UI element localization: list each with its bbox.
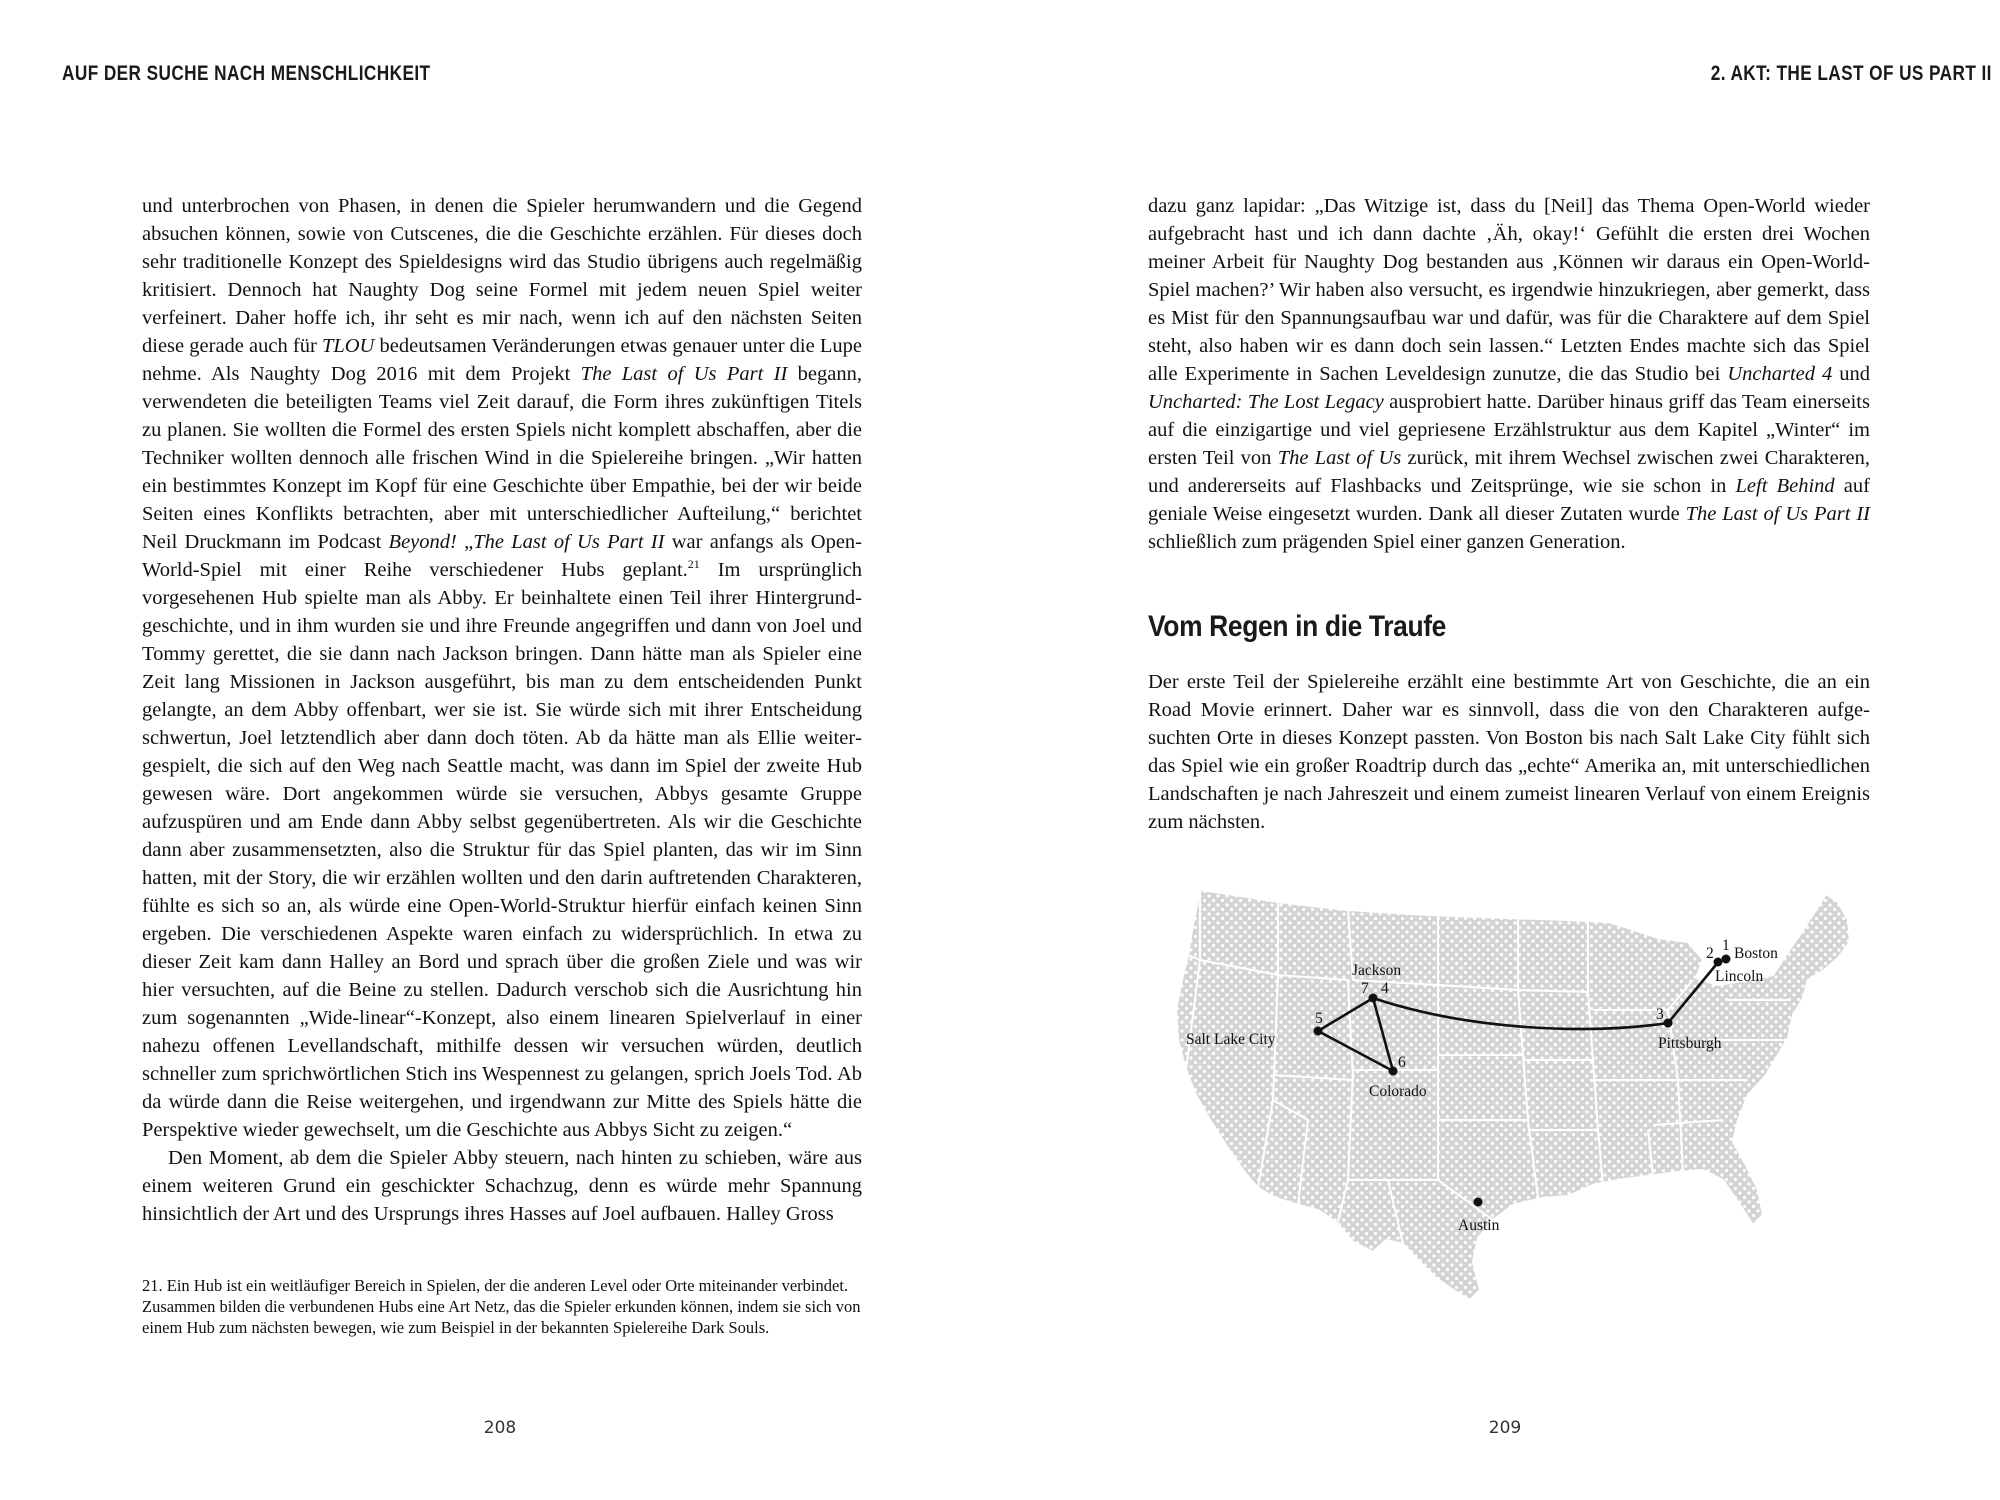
stop-number: 5 (1315, 1010, 1323, 1027)
stop-number: 4 (1381, 980, 1389, 997)
paragraph: und unterbrochen von Phasen, in denen die Spieler herumwandern und die Gegend absuchen können, sowie von Cutscenes, die die Geschichte erzählen. Für dieses doch sehr traditionelle Konzept des Spieldesigns wird das Studio übrigens auch regelmäßig kritisiert. Dennoch hat Naughty Dog seine Formel mit jedem neuen Spiel weiter verfeinert. Daher hoffe ich, ihr seht es mir nach, wenn ich auf den nächsten Seiten diese gerade auch für TLOU bedeutsamen Veränderungen etwas genauer unter die Lupe nehme. Als Naughty Dog 2016 mit dem Projekt The Last of Us Part II begann, verwendeten die beteiligten Teams viel Zeit darauf, die Form ihres zukünftigen Titels zu planen. Sie wollten die Formel des ersten Spiels nicht komplett abschaffen, aber die Techniker wollten dennoch alle frischen Wind in die Spielereihe bringen. „Wir hatten ein bestimmtes Konzept im Kopf für eine Geschichte über Empathie, bei der wir beide Seiten eines Konflikts betrachten, aber mit unterschiedlicher Aufteilung,“ berichtet Neil Druckmann im Podcast Beyond! „The Last of Us Part II war anfangs als Open-World-Spiel mit einer Reihe verschiedener Hubs geplant.$^{21}$ Im ursprünglich vorgesehenen Hub spielte man als Abby. Er beinhaltete einen Teil ihrer Hintergrundgeschichte, und in ihm wurden sie und ihre Freunde angegriffen und dann von Joel und Tommy gerettet, die sie dann nach Jackson bringen. Dann hätte man als Spieler eine Zeit lang Missionen in Jackson ausgeführt, bis man zu dem entscheidenden Punkt gelangte, an dem Abby offenbart, wer sie ist. Sie würde sich mit ihrer Entscheidung schwertun, Joel letztendlich aber dann doch töten. Ab da hätte man als Ellie weitergespielt, die sich auf den Weg nach Seattle macht, was dann im Spiel der zweite Hub gewesen wäre. Dort angekommen würde sie versuchen, Abbys gesamte Gruppe aufzuspüren und am Ende dann Abby selbst gegenübertreten. Als wir die Geschichte dann aber zusammensetzten, also die Struktur für das Spiel planten, das wir im Sinn hatten, mit der Story, die wir erzählen wollten und den darin auftretenden Charakteren, fühlte es sich so an, als würde eine Open-World-Struktur hierfür einfach keinen Sinn ergeben. Die verschiedenen Aspekte waren einfach zu widersprüchlich. In etwa zu dieser Zeit kam dann Halley an Bord und sprach über die großen Ziele und was wir hier versuchten, auf die Beine zu stellen. Dadurch verschob sich die Ausrichtung hin zum sogenannten „Wide-linear“-Konzept, also einem linearen Spielverlauf in einer nahezu offenen Levellandschaft, mithilfe dessen wir versuchen würden, deutlich schneller zum sprichwörtlichen Stich ins Wespennest zu gelangen, sprich Joels Tod. Ab da würde dann die Reise weitergehen, und irgendwann zur Mitte des Spiels hätte die Perspektive wieder gewechselt, um die Geschichte aus Abbys Sicht zu zeigen.“ (142, 195, 863, 1141)
stop-marker (1389, 1067, 1398, 1076)
stop-number: 7 (1361, 980, 1369, 997)
right-body-text (1148, 192, 1870, 556)
left-running-head: AUF DER SUCHE NACH MENSCHLICHKEIT (62, 62, 431, 85)
paragraph: dazu ganz lapidar: „Das Witzige ist, dass du [Neil] das Thema Open-World wieder aufgebracht hast und ich dann dachte ‚Äh, okay!‘ Gefühlt die ersten drei Wochen meiner Arbeit für Naughty Dog bestanden aus ‚Können wir daraus ein Open-World-Spiel machen?’ Wir haben also versucht, es irgendwie hinzukriegen, aber gemerkt, dass es Mist für den Spannungsaufbau war und dafür, was für die Charaktere auf dem Spiel steht, also haben wir es dann doch sein lassen.“ Letzten Endes machte sich das Spiel alle Experimente in Sachen Leveldesign zunutze, die das Studio bei Uncharted 4 und Uncharted: The Lost Legacy ausprobiert hatte. Darüber hinaus griff das Team einerseits auf die einzigartige und viel gepriesene Erzählstruktur aus dem Kapitel „Winter“ im ersten Teil von The Last of Us zurück, mit ihrem Wechsel zwischen zwei Charakteren, und andererseits auf Flashbacks und Zeitsprünge, wie sie schon in Left Behind auf geniale Weise eingesetzt wurden. Dank all dieser Zutaten wurde The Last of Us Part II schließlich zum prägenden Spiel einer ganzen Generation. (1148, 195, 1871, 553)
stop-number: 2 (1706, 945, 1714, 962)
page-number: 208 (483, 1418, 517, 1438)
paragraph: Der erste Teil der Spielereihe erzählt eine bestimmte Art von Geschichte, die an ein Road Movie erinnert. Daher war es sinnvoll, dass die von den Charakteren aufgesuchten Orte in dieses Konzept passten. Von Boston bis nach Salt Lake City fühlt sich das Spiel wie ein großer Roadtrip durch das „echte“ Amerika an, mit unterschiedlichen Landschaften je nach Jahreszeit und einem zumeist linearen Verlauf von einem Ereignis zum nächsten. (1148, 671, 1870, 833)
stop-marker (1369, 994, 1378, 1003)
place-label-colorado: Colorado (1369, 1083, 1427, 1100)
stop-number: 6 (1398, 1054, 1406, 1071)
page-number: 209 (1488, 1418, 1522, 1438)
place-label-jackson: Jackson (1352, 962, 1402, 979)
stop-number: 1 (1722, 937, 1730, 954)
stop-marker (1474, 1198, 1483, 1207)
stop-marker (1714, 958, 1723, 967)
place-label-salt-lake-city: Salt Lake City (1186, 1031, 1276, 1048)
place-label-lincoln: Lincoln (1715, 968, 1764, 985)
paragraph: Den Moment, ab dem die Spieler Abby steuern, nach hinten zu schieben, wäre aus einem weiteren Grund ein geschickter Schachzug, denn es würde mehr Spannung hinsichtlich der Art und des Ursprungs ihres Hasses auf Joel aufbauen. Halley Gross (142, 1147, 862, 1225)
route-map-figure (1148, 880, 1870, 1350)
right-page (1000, 0, 2000, 1500)
stop-marker (1722, 955, 1731, 964)
us-route-map (1148, 880, 1870, 1350)
footnote-ref: 21 (687, 557, 700, 572)
left-body-text (142, 192, 862, 1228)
section-body-text (1148, 668, 1870, 836)
place-label-austin: Austin (1458, 1217, 1500, 1234)
right-running-head: 2. AKT: THE LAST OF US PART II (1710, 62, 1992, 85)
stop-marker (1314, 1027, 1323, 1036)
stop-number: 3 (1656, 1006, 1664, 1023)
place-label-pittsburgh: Pittsburgh (1658, 1035, 1722, 1052)
section-heading: Vom Regen in die Traufe (1148, 610, 1447, 643)
place-label-boston: Boston (1734, 945, 1778, 962)
stop-marker (1664, 1019, 1673, 1028)
footnote: 21. Ein Hub ist ein weitläufiger Bereich in Spielen, der die anderen Level oder Orte miteinander verbindet. Zusammen bilden die verbundenen Hubs eine Art Netz, das die Spieler erkunden können, indem sie sich von einem Hub zum nächsten bewegen, wie zum Beispiel in der bekannten Spielereihe Dark Souls. (142, 1276, 861, 1337)
